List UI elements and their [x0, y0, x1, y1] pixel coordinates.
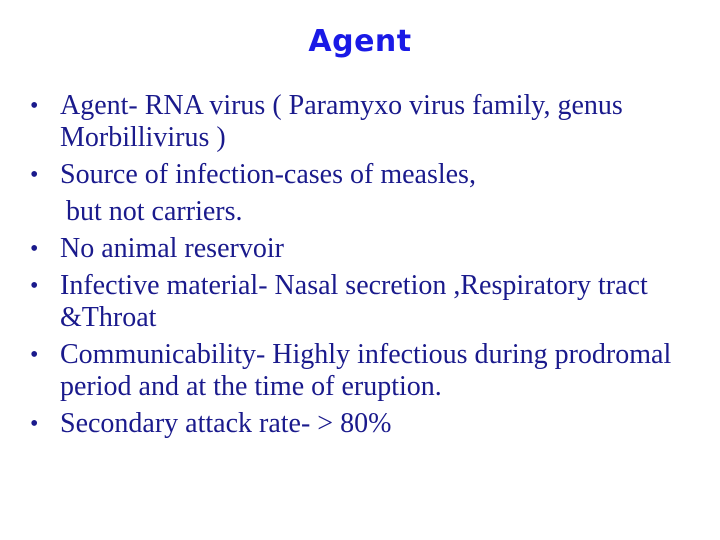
bullet-text: Infective material- Nasal secretion ,Respiratory tract &Throat: [60, 270, 648, 333]
bullet-dot-icon: •: [30, 411, 39, 437]
bullet-item: [28, 159, 698, 191]
bullet-text: Secondary attack rate- > 80%: [60, 408, 392, 439]
bullet-item: [28, 408, 698, 440]
bullet-list: [28, 90, 698, 445]
bullet-dot-icon: •: [30, 236, 39, 262]
bullet-text: Agent- RNA virus ( Paramyxo virus family, genus Morbillivirus ): [60, 90, 623, 153]
bullet-item: [28, 90, 698, 154]
bullet-item: [28, 233, 698, 265]
bullet-item: [28, 270, 698, 334]
bullet-text: Source of infection-cases of measles,: [60, 159, 476, 190]
bullet-item: [28, 339, 698, 403]
slide-title: Agent: [308, 24, 412, 59]
bullet-text: Communicability- Highly infectious during prodromal period and at the time of eruption.: [60, 339, 672, 402]
bullet-continuation: [28, 196, 698, 228]
bullet-dot-icon: •: [30, 93, 39, 119]
bullet-dot-icon: •: [30, 162, 39, 188]
bullet-dot-icon: •: [30, 273, 39, 299]
bullet-text: but not carriers.: [66, 196, 243, 227]
bullet-text: No animal reservoir: [60, 233, 284, 264]
bullet-dot-icon: •: [30, 342, 39, 368]
